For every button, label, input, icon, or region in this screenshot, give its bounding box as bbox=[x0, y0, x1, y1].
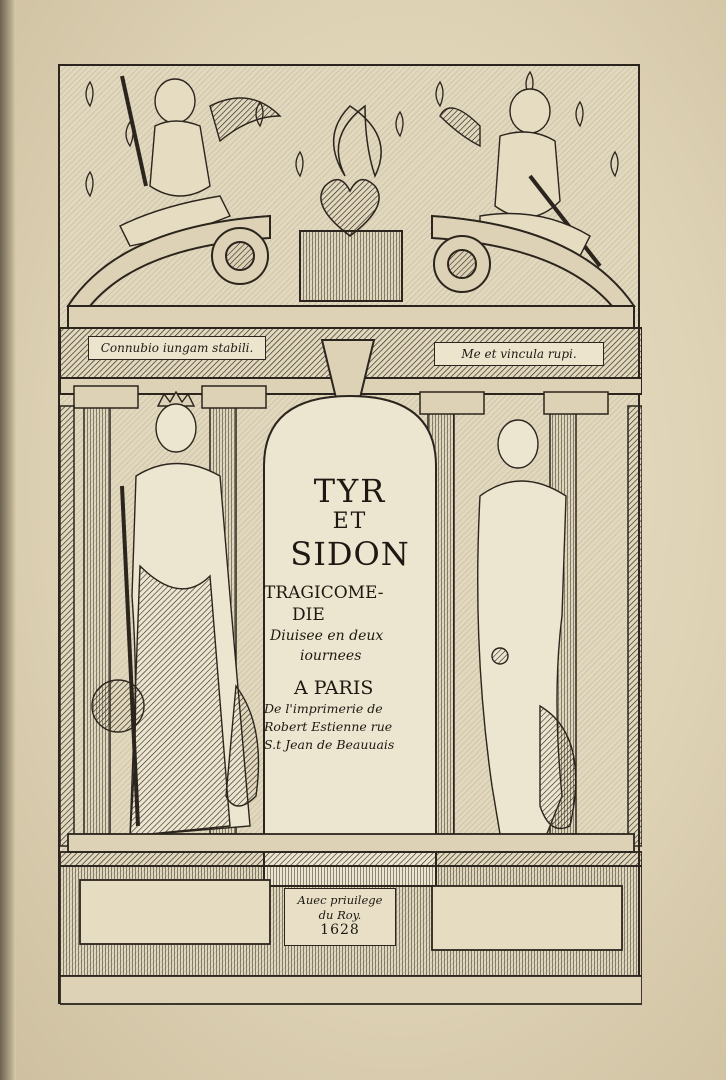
imprint-place: A PARIS bbox=[294, 677, 374, 699]
title-line-tyr: TYR bbox=[313, 472, 387, 510]
title-block bbox=[264, 474, 436, 754]
pediment bbox=[60, 216, 642, 398]
title-line-et: ET bbox=[332, 509, 368, 534]
imprint-line-1: De l'imprimerie de bbox=[264, 701, 383, 716]
engraved-frontispiece bbox=[58, 64, 640, 1004]
privilege-line-2: du Roy. bbox=[318, 908, 362, 922]
genre-line-1: TRAGICOME- bbox=[264, 583, 384, 603]
motto-scroll-left: Connubio iungam stabili. bbox=[88, 336, 266, 360]
imprint-line-3: S.t Jean de Beauuais bbox=[264, 737, 395, 752]
subtitle-line-1: Diuisee en deux bbox=[270, 628, 384, 644]
imprint-line-2: Robert Estienne rue bbox=[264, 719, 393, 734]
book-spine bbox=[0, 0, 16, 1080]
flaming-heart-icon bbox=[321, 106, 381, 236]
privilege-cartouche bbox=[284, 888, 396, 946]
title-line-sidon: SIDON bbox=[290, 535, 410, 573]
privilege-line-1: Auec priuilege bbox=[297, 893, 383, 907]
motto-scroll-right: Me et vincula rupi. bbox=[434, 342, 604, 366]
publication-year: 1628 bbox=[320, 922, 360, 938]
subtitle-line-2: iournees bbox=[300, 648, 362, 664]
genre-line-2: DIE bbox=[292, 605, 325, 625]
